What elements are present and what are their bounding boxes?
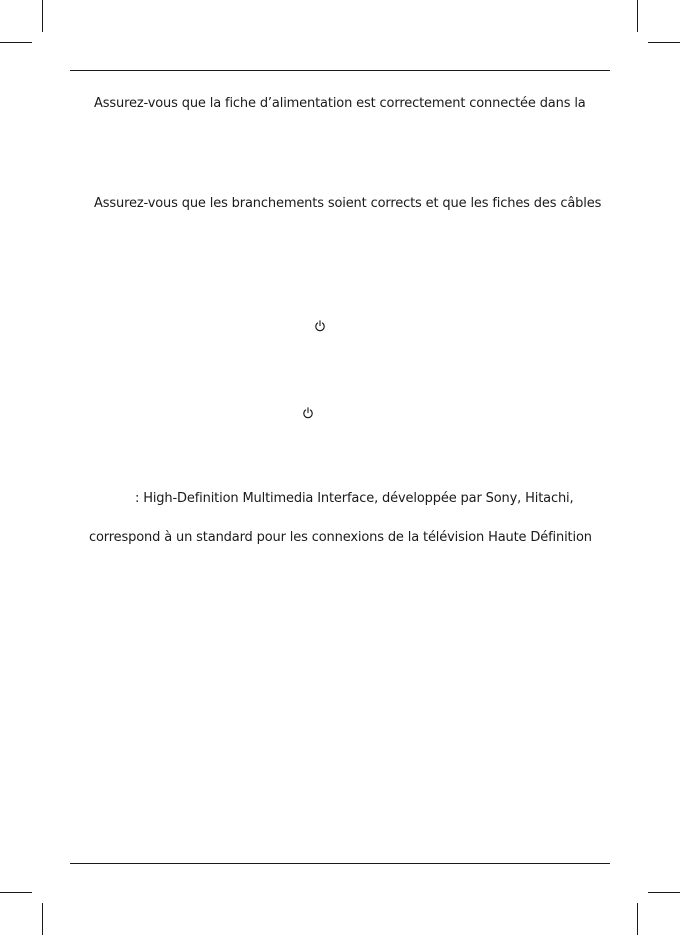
paragraph-hdmi-definition: : High-Definition Multimedia Interface, développée par Sony, Hitachi, bbox=[135, 491, 574, 506]
power-icon bbox=[314, 320, 326, 332]
crop-mark-top-left-h bbox=[0, 42, 32, 43]
paragraph-hdmi-standard: correspond à un standard pour les connexions de la télévision Haute Définition bbox=[89, 530, 592, 545]
crop-mark-top-right-h bbox=[648, 42, 680, 43]
header-rule bbox=[70, 70, 610, 71]
crop-mark-bottom-right-h bbox=[648, 892, 680, 893]
crop-mark-bottom-left-v bbox=[42, 903, 43, 935]
power-icon bbox=[302, 407, 314, 419]
crop-mark-bottom-right-v bbox=[637, 903, 638, 935]
crop-mark-top-left-v bbox=[42, 0, 43, 32]
footer-rule bbox=[70, 863, 610, 864]
paragraph-power-plug: Assurez-vous que la fiche d’alimentation est correctement connectée dans la bbox=[94, 96, 586, 111]
paragraph-connections: Assurez-vous que les branchements soient corrects et que les fiches des câbles bbox=[94, 196, 602, 211]
crop-mark-bottom-left-h bbox=[0, 892, 32, 893]
crop-mark-top-right-v bbox=[637, 0, 638, 32]
